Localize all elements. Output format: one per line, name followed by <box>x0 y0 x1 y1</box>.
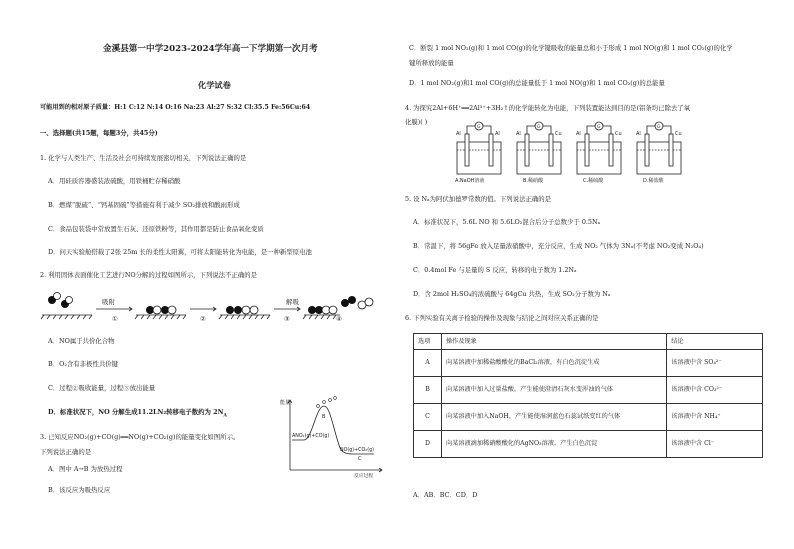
molecules-recombined <box>308 306 337 314</box>
q2-option-c: C．过程②吸收能量，过程③放出能量 <box>48 384 156 392</box>
q6-answer-options: A．AB．BC．CD．D <box>413 491 478 499</box>
row-option: C <box>414 404 442 431</box>
q3-option-b: B．该反应为吸热反应 <box>48 486 111 494</box>
table-row <box>414 431 763 458</box>
arrow-1 <box>96 307 132 311</box>
q3-option-c: C．断裂 1 mol NO₂(g)和 1 mol CO(g)的化学键吸收的能量总和小于形成 1 mol NO(g)和 1 mol CO₂(g)的化学 <box>409 44 733 52</box>
q1-stem: 1. 化学与人类生产、生活及社会可持续发展密切相关，下列说法正确的是 <box>40 154 247 162</box>
cell-b-meter: G <box>537 125 541 130</box>
cell-a-meter: G <box>477 125 481 130</box>
galvanic-cells-figure <box>453 120 683 184</box>
left-column <box>28 0 398 549</box>
exam-subtitle: 化学试卷 <box>198 80 231 90</box>
surface-4 <box>303 315 340 319</box>
no-molecules-adsorbed <box>146 306 176 314</box>
q5-stem: 5. 设 Nₐ为阿伏加德罗常数的值。下列说法正确的是 <box>405 195 552 203</box>
q3-stem-cont: 下列说法正确的是 <box>40 448 92 456</box>
arrow-3 <box>274 307 300 311</box>
header-option: 选项 <box>414 334 442 350</box>
q2-stem: 2. 利用固体表面催化工艺进行NO分解的过程如图所示，下列说法不正确的是 <box>40 271 258 279</box>
row-operation: 向某溶液中加入过量盐酸，产生能使澄清石灰水变浑浊的气体 <box>441 377 666 404</box>
q2-option-a: A．NO属于共价化合物 <box>48 337 115 345</box>
row-operation: 向某溶液滴加稀硝酸酸化的AgNO₃溶液，产生白色沉淀 <box>441 431 666 458</box>
point-b-label: B <box>322 414 326 420</box>
surface-1 <box>41 315 92 319</box>
table-row <box>414 350 763 377</box>
row-operation: 向某溶液中加稀盐酸酸化的BaCl₂溶液，有白色沉淀生成 <box>441 350 666 377</box>
point-c-label: C <box>358 456 362 462</box>
q4-stem-cont: 化膜)( ) <box>405 118 428 126</box>
cell-c-meter: G <box>597 125 601 130</box>
cell-b-left: Al <box>516 131 521 137</box>
surface-3 <box>219 315 270 319</box>
step-2-label: ② <box>200 315 206 323</box>
cell-c-right: Cu <box>615 131 622 137</box>
energy-molecules <box>317 397 337 408</box>
cell-d-left: Al <box>636 131 641 137</box>
q6-table <box>413 333 763 458</box>
row-conclusion: 该溶液中含 SO₄²⁻ <box>667 350 763 377</box>
exam-title: 金溪县第一中学2023-2024学年高一下学期第一次月考 <box>103 44 318 54</box>
atoms-dissociated <box>226 306 258 314</box>
products-label: NO(g)+CO₂(g) <box>340 448 375 453</box>
arrow-2 <box>190 307 216 311</box>
cell-c-label: C.稀硫酸 <box>583 178 604 184</box>
row-option: B <box>414 377 442 404</box>
row-conclusion: 该溶液中含 CO₃²⁻ <box>667 377 763 404</box>
cell-d-right: Cu <box>675 131 682 137</box>
energy-y-label: 能量 <box>280 400 291 406</box>
row-option: D <box>414 431 442 458</box>
q3-option-c-cont: 键所释放的能量 <box>409 59 454 67</box>
step-3-label: ③ <box>284 315 290 323</box>
energy-x-label: 反应过程 <box>354 474 374 478</box>
cell-b-right: Cu <box>555 131 562 137</box>
row-conclusion: 该溶液中含 NH₄⁺ <box>667 404 763 431</box>
reactants-label: ANO₂(g)+CO(g) <box>292 434 330 439</box>
q2-option-d: D．标准状况下，NO 分解生成11.2LN₂转移电子数约为 $2N_A$ <box>48 408 227 419</box>
no-molecules-free <box>48 293 73 309</box>
q5-option-d: D．含 2mol H₂SO₄的浓硫酸与 64gCu 共热，生成 SO₂分子数为 Nₐ <box>413 290 611 298</box>
cell-a-left: Al <box>456 131 461 137</box>
cell-d-meter: G <box>657 125 661 130</box>
q1-option-c: C．食品包装袋中常放置生石灰、还原铁粉等，其作用都是防止食品氧化变质 <box>48 225 264 233</box>
table-header-row <box>414 334 763 350</box>
cell-a-right: Al <box>495 131 500 137</box>
cell-b-label: B.稀硝酸 <box>523 178 544 184</box>
q6-stem: 6. 下列实验有关离子检验的操作及现象与结论之间对应关系正确的是 <box>405 314 599 322</box>
products-free <box>341 296 373 309</box>
surface-2 <box>135 315 186 319</box>
row-conclusion: 该溶液中含 Cl⁻ <box>667 431 763 458</box>
header-conclusion: 结论 <box>667 334 763 350</box>
atomic-masses: 可能用到的相对原子质量：H:1 C:12 N:14 O:16 Na:23 Al:27 S:32 Cl:35.5 Fe:56Cu:64 <box>40 104 311 111</box>
table-row <box>414 404 763 431</box>
q1-option-b: B．燃煤“脱硫”、“钙基固硫”等措施有利于减少 SO₂排放和酸雨形成 <box>48 201 240 209</box>
q4-stem: 4. 为探究2Al+6H⁺══2Al³⁺+3H₂↑的化学能转化为电能，下列装置能达到目的是(铝条均已除去了氧 <box>405 104 691 112</box>
step-1-label: ① <box>112 315 118 323</box>
q3-stem: 3. 已知反应NO₂(g)+CO(g)══NO(g)+CO₂(g)的能量变化如图所示。 <box>40 433 240 441</box>
q5-option-c: C．0.4mol Fe 与足量的 S 反应，转移的电子数为 1.2Nₐ <box>413 266 577 274</box>
q3-option-a: A．图中 A→B 为放热过程 <box>48 465 123 473</box>
q2-option-b: B．O₂含有非极性共价键 <box>48 360 119 368</box>
q1-option-d: D．问天实验舱搭载了2张 25m 长的柔性太阳翼，可将太阳能转化为电能，是一种新型原电池 <box>48 248 312 256</box>
cell-c-left: Al <box>576 131 581 137</box>
cell-d-label: D.稀盐酸 <box>643 178 664 184</box>
adsorb-label: 吸附 <box>102 298 115 306</box>
energy-diagram <box>278 396 388 478</box>
right-column <box>405 0 775 549</box>
q1-option-a: A．用硅质容器盛装浓硫酸，用铁桶贮存稀硝酸 <box>48 177 181 185</box>
no-decomposition-figure <box>40 291 380 327</box>
desorb-label: 解吸 <box>286 298 299 306</box>
table-row <box>414 377 763 404</box>
cell-a-label: A.NaOH溶液 <box>455 178 485 184</box>
q5-option-a: A．标准状况下，5.6L NO 和 5.6LO₂混合后分子总数少于 0.5Nₐ <box>413 218 601 226</box>
section-heading: 一、选择题(共15题，每题3分，共45分) <box>40 129 158 137</box>
step-4-label: ④ <box>336 315 342 323</box>
energy-curve <box>292 406 374 454</box>
q5-option-b: B．常温下，将 56gFe 放入足量浓硝酸中，充分反应，生成 NO₂ 气体为 3Nₐ(不考虑 NO₂变成 N₂O₄) <box>413 242 704 250</box>
row-operation: 向某溶液中加入NaOH，产生能使湿润蓝色石蕊试纸变红的气体 <box>441 404 666 431</box>
row-option: A <box>414 350 442 377</box>
q3-option-d: D．1 mol NO₂(g)和1 mol CO(g)的总能量低于 1 mol NO(g)和 1 mol CO₂(g)的总能量 <box>409 79 665 87</box>
header-operation: 操作及现象 <box>441 334 666 350</box>
